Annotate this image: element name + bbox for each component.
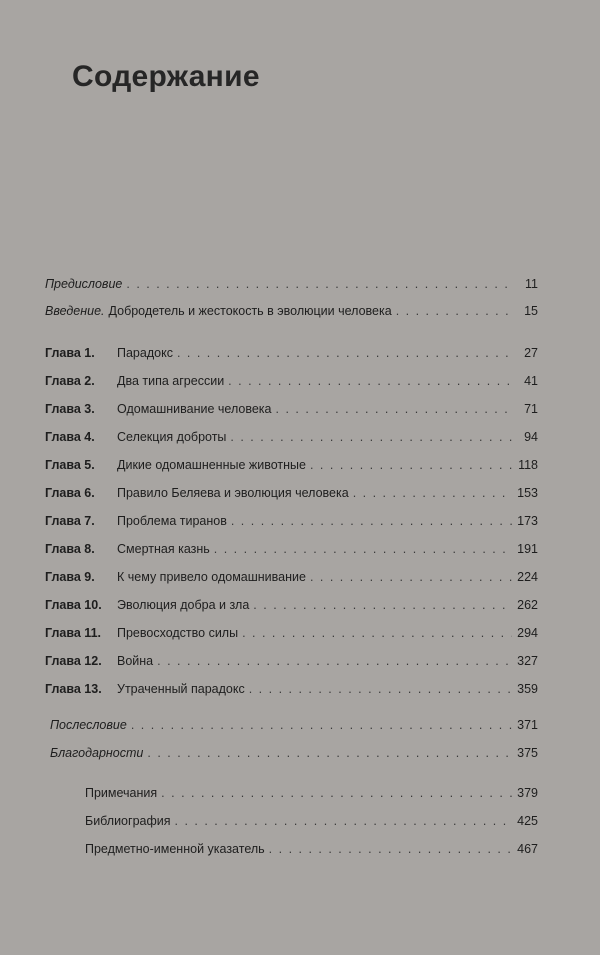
entry-title: Парадокс bbox=[117, 346, 173, 360]
entry-title: К чему привело одомашнивание bbox=[117, 570, 306, 584]
dot-leader bbox=[230, 429, 512, 445]
entry-title: Библиография bbox=[85, 814, 171, 828]
entry-page: 379 bbox=[517, 786, 538, 800]
chapter-number: Глава 9. bbox=[45, 570, 95, 584]
entry-page: 15 bbox=[524, 304, 538, 318]
dot-leader bbox=[126, 276, 512, 292]
toc-entry-chapter-9[interactable] bbox=[45, 569, 540, 585]
entry-page: 467 bbox=[517, 842, 538, 856]
entry-title: Благодарности bbox=[50, 746, 144, 760]
chapter-number: Глава 2. bbox=[45, 374, 95, 388]
entry-title: Превосходство силы bbox=[117, 626, 239, 640]
dot-leader bbox=[161, 785, 512, 801]
entry-title: Утраченный парадокс bbox=[117, 682, 245, 696]
toc-entry-chapter-6[interactable] bbox=[45, 485, 540, 501]
dot-leader bbox=[175, 813, 512, 829]
entry-page: 425 bbox=[517, 814, 538, 828]
toc-entry-chapter-1[interactable] bbox=[45, 345, 540, 361]
toc-entry-chapter-10[interactable] bbox=[45, 597, 540, 613]
entry-title: Одомашнивание человека bbox=[117, 402, 272, 416]
toc-entry-introduction[interactable] bbox=[45, 303, 540, 319]
dot-leader bbox=[214, 541, 512, 557]
chapter-number: Глава 13. bbox=[45, 682, 102, 696]
entry-title: Эволюция добра и зла bbox=[117, 598, 250, 612]
entry-page: 153 bbox=[517, 486, 538, 500]
entry-page: 294 bbox=[517, 626, 538, 640]
dot-leader bbox=[242, 625, 512, 641]
chapter-number: Глава 6. bbox=[45, 486, 95, 500]
toc-entry-chapter-5[interactable] bbox=[45, 457, 540, 473]
entry-page: 118 bbox=[518, 458, 538, 472]
toc-entry-chapter-3[interactable] bbox=[45, 401, 540, 417]
chapter-number: Глава 12. bbox=[45, 654, 102, 668]
entry-title: Предметно-именной указатель bbox=[85, 842, 265, 856]
dot-leader bbox=[276, 401, 513, 417]
toc-entry-bibliography[interactable] bbox=[85, 813, 540, 829]
chapter-number: Глава 11. bbox=[45, 626, 101, 640]
dot-leader bbox=[353, 485, 512, 501]
entry-title: Правило Беляева и эволюция человека bbox=[117, 486, 349, 500]
entry-page: 27 bbox=[524, 346, 538, 360]
toc-entry-index[interactable] bbox=[85, 841, 540, 857]
toc-entry-afterword[interactable] bbox=[50, 717, 540, 733]
entry-title: Добродетель и жестокость в эволюции человека bbox=[108, 304, 392, 318]
chapter-number: Глава 8. bbox=[45, 542, 95, 556]
dot-leader bbox=[269, 841, 512, 857]
entry-title: Дикие одомашненные животные bbox=[117, 458, 306, 472]
entry-page: 359 bbox=[517, 682, 538, 696]
dot-leader bbox=[157, 653, 512, 669]
dot-leader bbox=[249, 681, 512, 697]
entry-title: Война bbox=[117, 654, 154, 668]
chapter-number: Глава 4. bbox=[45, 430, 95, 444]
chapter-number: Глава 3. bbox=[45, 402, 95, 416]
dot-leader bbox=[228, 373, 512, 389]
toc-entry-chapter-13[interactable] bbox=[45, 681, 540, 697]
dot-leader bbox=[253, 597, 512, 613]
dot-leader bbox=[310, 457, 512, 473]
toc-entry-chapter-11[interactable] bbox=[45, 625, 540, 641]
entry-page: 371 bbox=[517, 718, 538, 732]
entry-title: Селекция доброты bbox=[117, 430, 227, 444]
toc-entry-notes[interactable] bbox=[85, 785, 540, 801]
toc-entry-chapter-2[interactable] bbox=[45, 373, 540, 389]
chapter-number: Глава 5. bbox=[45, 458, 95, 472]
entry-title: Проблема тиранов bbox=[117, 514, 227, 528]
entry-page: 224 bbox=[517, 570, 538, 584]
toc-entry-chapter-12[interactable] bbox=[45, 653, 540, 669]
dot-leader bbox=[177, 345, 512, 361]
chapter-number: Глава 1. bbox=[45, 346, 95, 360]
dot-leader bbox=[310, 569, 512, 585]
entry-lead: Введение. bbox=[45, 304, 105, 318]
dot-leader bbox=[396, 303, 512, 319]
entry-page: 375 bbox=[517, 746, 538, 760]
entry-title: Послесловие bbox=[50, 718, 127, 732]
entry-page: 41 bbox=[524, 374, 538, 388]
entry-page: 191 bbox=[517, 542, 538, 556]
entry-page: 262 bbox=[517, 598, 538, 612]
toc-entry-preface[interactable] bbox=[45, 276, 540, 292]
entry-page: 94 bbox=[524, 430, 538, 444]
entry-page: 327 bbox=[517, 654, 538, 668]
dot-leader bbox=[147, 745, 512, 761]
entry-title: Смертная казнь bbox=[117, 542, 210, 556]
entry-page: 71 bbox=[524, 402, 538, 416]
page-title: Содержание bbox=[72, 60, 260, 93]
chapter-number: Глава 10. bbox=[45, 598, 102, 612]
entry-page: 173 bbox=[517, 514, 538, 528]
dot-leader bbox=[231, 513, 512, 529]
entry-title: Примечания bbox=[85, 786, 158, 800]
entry-title: Два типа агрессии bbox=[117, 374, 225, 388]
toc-entry-chapter-8[interactable] bbox=[45, 541, 540, 557]
chapter-number: Глава 7. bbox=[45, 514, 95, 528]
entry-title: Предисловие bbox=[45, 277, 123, 291]
entry-page: 11 bbox=[525, 277, 538, 291]
toc-entry-acknowledgements[interactable] bbox=[50, 745, 540, 761]
dot-leader bbox=[131, 717, 512, 733]
toc-entry-chapter-7[interactable] bbox=[45, 513, 540, 529]
toc-entry-chapter-4[interactable] bbox=[45, 429, 540, 445]
